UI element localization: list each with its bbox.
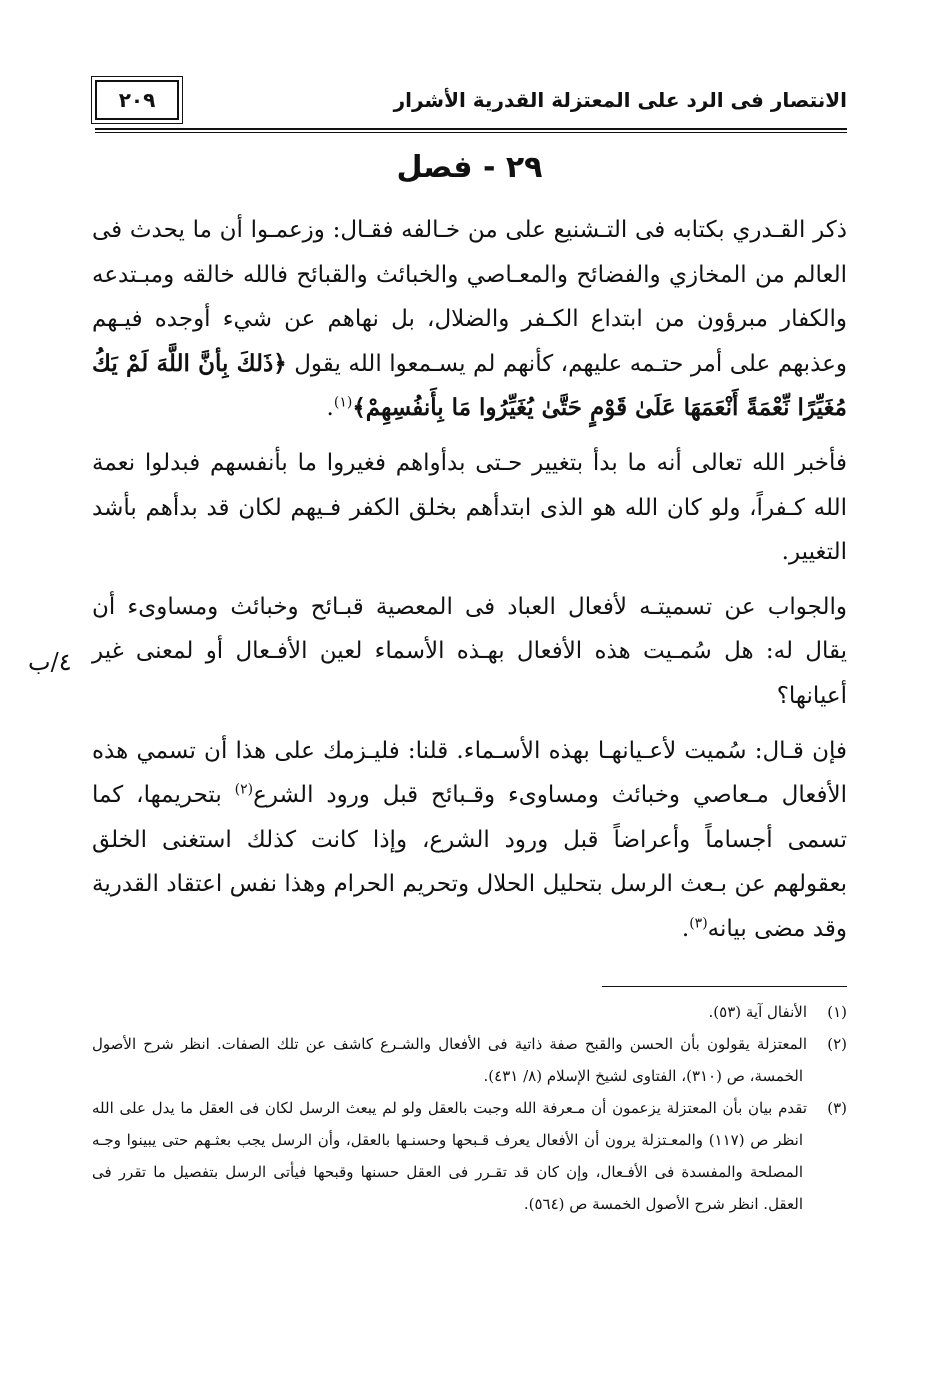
paragraph-4-text-a: فإن قـال: سُميت لأعـيانهـا بهذه الأسـماء. قلنا: فليـزمك على هذا أن تسمي هذه الأفعال مـعاصي وخبائث ومساوىء وقـبائح قبل ورود الشرع <box>92 737 847 809</box>
header-rule-thin <box>95 132 847 133</box>
paragraph-2 <box>92 441 847 575</box>
footnote-number: (٣) <box>827 1099 847 1117</box>
paragraph-2-text: فأخبر الله تعالى أنه ما بدأ بتغيير حـتى بدأواهم فغيروا ما بأنفسهم فبدلوا نعمة الله كـفراً، ولو كان الله هو الذى ابتدأهم بخلق الكفر فـيهم لكان قد بدأهم بأشد التغيير. <box>92 449 847 566</box>
header-rule <box>95 128 847 130</box>
paragraph-1 <box>92 208 847 431</box>
footnote-ref-2: (٢) <box>234 781 254 798</box>
section-heading: ٢٩ - فصل <box>396 150 543 185</box>
footnote-1 <box>92 996 847 1028</box>
running-title: الانتصار فى الرد على المعتزلة القدرية الأشرار <box>393 88 847 112</box>
footnote-number: (٢) <box>827 1035 847 1053</box>
paragraph-1-text: ذكر القـدري بكتابه فى التـشنيع على من خـالفه فقـال: وزعمـوا أن ما يحدث فى العالم من المخازي والفضائح والمعـاصي والخبائث والقبائح فالله خالقه ومبـتدعه والكفار مبرؤون من ابتداع الكـفر والضلال، بل نهاهم عن شيء أوجده فيـهم وعذبهم على أمر حتـمه عليهم، كأنهم لم يسـمعوا الله يقول <box>92 217 847 377</box>
page-number-box <box>95 80 179 120</box>
footnote-text: المعتزلة يقولون بأن الحسن والقبح صفة ذاتية فى الأفعال والشـرع كاشف عن تلك الصفات. انظر شرح الأصول الخمسة، ص (٣١٠)، الفتاوى لشيخ الإسلام (٨/ ٤٣١). <box>92 1035 807 1085</box>
margin-note: ٤/ب <box>28 648 72 676</box>
footnote-2 <box>92 1028 847 1092</box>
body-text <box>92 208 847 952</box>
paragraph-4-end: . <box>681 915 690 942</box>
page-number: ٢٠٩ <box>118 88 156 112</box>
paragraph-3 <box>92 585 847 719</box>
footnotes <box>92 996 847 1220</box>
paragraph-1-end: . <box>326 395 334 422</box>
footnote-ref-3: (٣) <box>689 915 708 932</box>
paragraph-4 <box>92 729 847 952</box>
footnote-text: الأنفال آية (٥٣). <box>708 1003 807 1021</box>
paragraph-3-text: والجواب عن تسميتـه لأفعال العباد فى المعصية قبـائح وخبائث ومساوىء أن يقال له: هل سُمـيت هذه الأفعال بهـذه الأسماء لعين الأفـعال أو لمعنى غير أعيانها؟ <box>92 593 847 709</box>
footnote-ref-1: (١) <box>333 394 353 411</box>
quran-verse: ﴿ذَلكَ بِأنَّ اللَّهَ لَمْ يَكُ مُغَيِّرًا نِّعْمَةً أَنْعَمَهَا عَلَىٰ قَوْمٍ حَتَّىٰ يُغَيِّرُوا مَا بِأَنفُسِهِمْ﴾ <box>92 349 847 422</box>
footnote-rule <box>602 986 847 987</box>
footnote-3 <box>92 1092 847 1220</box>
footnote-number: (١) <box>827 1003 847 1021</box>
paragraph-4-text-b: بتحريمها، كما تسمى أجساماً وأعراضاً قبل ورود الشرع، وإذا كانت كذلك استغنى الخلق بعقولهم عن بـعث الرسل بتحليل الحلال وتحريم الحرام وهذا نفس اعتقاد القدرية وقد مضى بيانه <box>92 782 847 942</box>
footnote-text: تقدم بيان بأن المعتزلة يزعمون أن مـعرفة الله وجبت بالعقل ولو لم يبعث الرسل لكان فى العقل ما يدل على الله انظر ص (١١٧) والمعـتزلة يرون أن الأفعال يعرف قـبحها وحسنـها بالعقل، وأن الرسل يجب بعثـهم حتى يبينوا وجـه المصلحة والمفسدة فى الأفـعال، وإن كان قد تقـرر فى العقل حسنها وقبحها فيأتى الرسل بتفصيل ما تقرر فى العقل. انظر شرح الأصول الخمسة ص (٥٦٤). <box>92 1099 807 1213</box>
